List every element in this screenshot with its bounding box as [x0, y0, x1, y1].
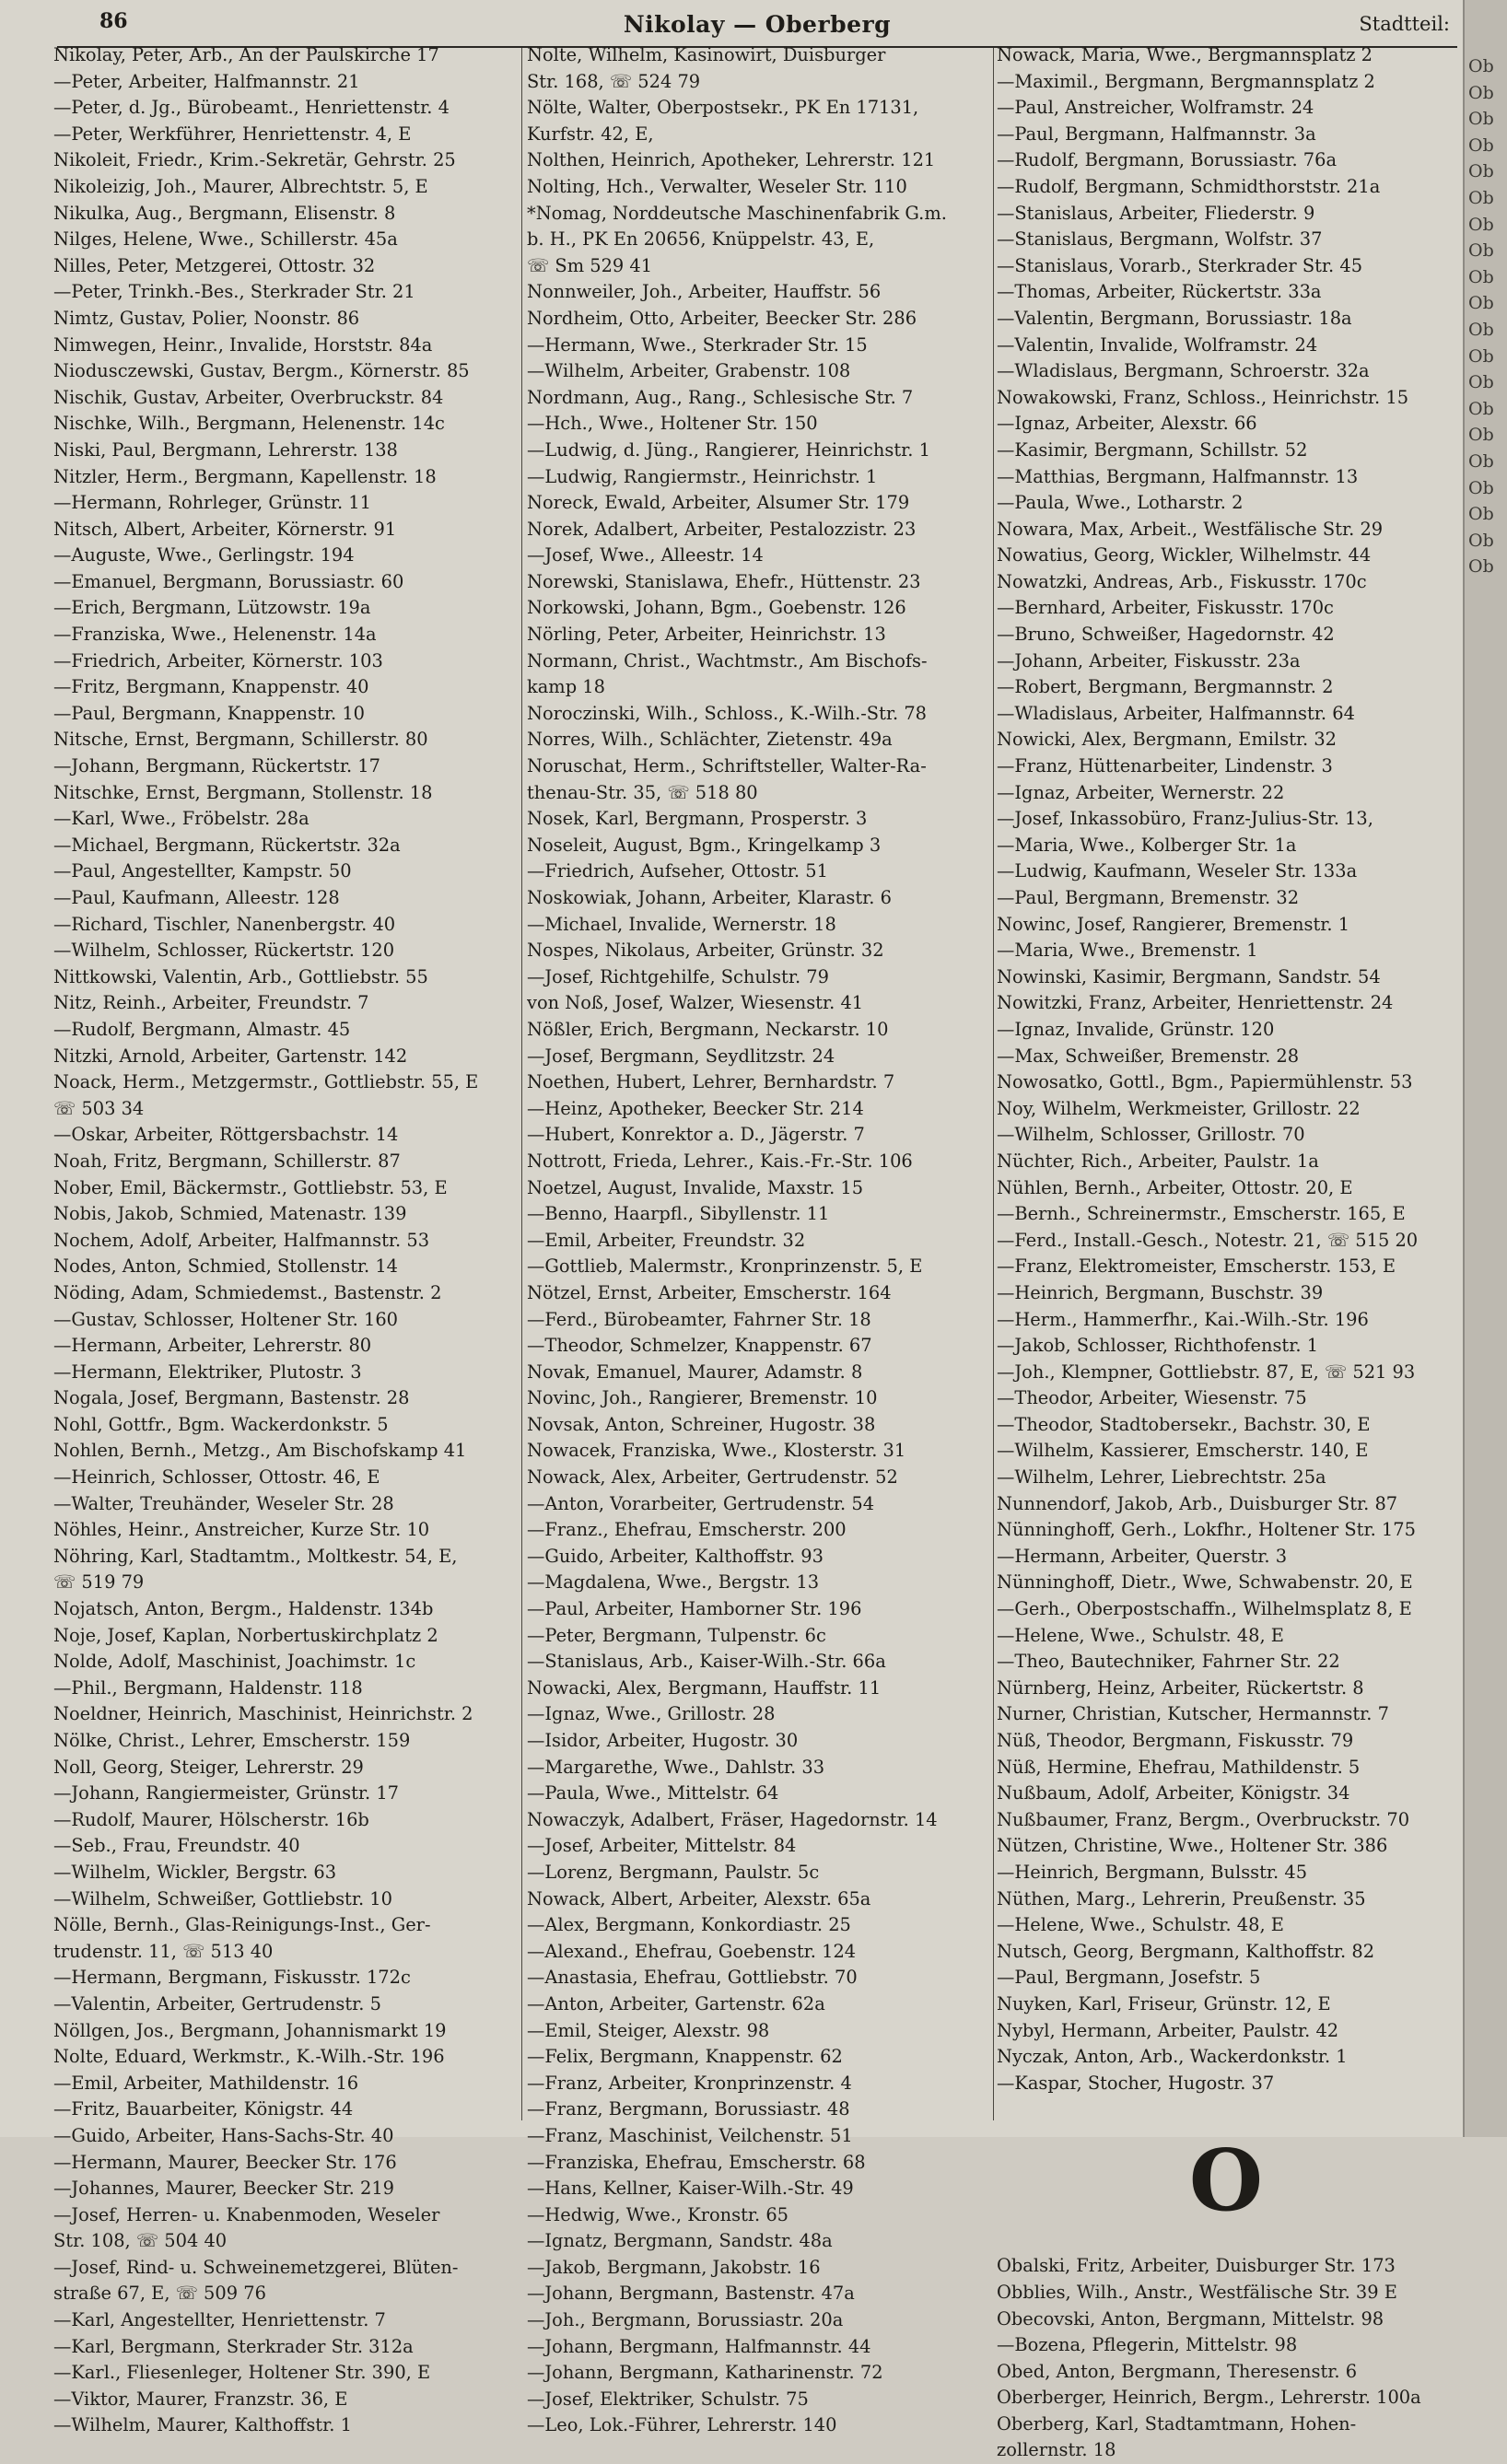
directory-entry: Nybyl, Hermann, Arbeiter, Paulstr. 42: [997, 2019, 1339, 2041]
column-divider: [993, 48, 994, 2120]
directory-entry: Nischik, Gustav, Arbeiter, Overbruckstr. 84: [53, 386, 444, 408]
directory-entry: —Guido, Arbeiter, Hans-Sachs-Str. 40: [53, 2124, 394, 2146]
directory-entry: Noy, Wilhelm, Werkmeister, Grillostr. 22: [997, 1097, 1361, 1119]
edge-fragment: Ob: [1468, 319, 1494, 340]
directory-entry: —Theodor, Stadtobersekr., Bachstr. 30, E: [997, 1413, 1371, 1435]
directory-entry: —Friedrich, Arbeiter, Körnerstr. 103: [53, 649, 383, 671]
directory-entry: —Ignaz, Invalide, Grünstr. 120: [997, 1018, 1275, 1040]
directory-entry: —Maximil., Bergmann, Bergmannsplatz 2: [997, 70, 1375, 92]
directory-entry: Noetzel, August, Invalide, Maxstr. 15: [527, 1176, 864, 1198]
directory-entry: —Ignaz, Arbeiter, Alexstr. 66: [997, 413, 1257, 435]
directory-entry: —Stanislaus, Arbeiter, Fliederstr. 9: [997, 202, 1315, 224]
directory-entry: —Erich, Bergmann, Lützowstr. 19a: [53, 597, 371, 619]
directory-entry: —Josef, Rind- u. Schweinemetzgerei, Blüten-: [53, 2256, 459, 2278]
directory-entry: —Rudolf, Bergmann, Almastr. 45: [53, 1018, 351, 1040]
directory-entry: Nitzki, Arnold, Arbeiter, Gartenstr. 142: [53, 1045, 408, 1067]
directory-entry: —Paul, Bergmann, Bremenstr. 32: [997, 887, 1300, 908]
directory-entry: Nützen, Christine, Wwe., Holtener Str. 386: [997, 1835, 1388, 1857]
directory-entry: Nolte, Wilhelm, Kasinowirt, Duisburger: [527, 44, 886, 65]
directory-entry: —Auguste, Wwe., Gerlingstr. 194: [53, 544, 355, 566]
directory-entry: Nußbaumer, Franz, Bergm., Overbruckstr. 70: [997, 1808, 1410, 1830]
directory-entry: Noeldner, Heinrich, Maschinist, Heinrichstr. 2: [53, 1703, 473, 1725]
directory-entry: —Josef, Herren- u. Knabenmoden, Weseler: [53, 2203, 440, 2225]
directory-entry: b. H., PK En 20656, Knüppelstr. 43, E,: [527, 228, 875, 251]
directory-entry: —Thomas, Arbeiter, Rückertstr. 33a: [997, 281, 1322, 303]
directory-entry: Noah, Fritz, Bergmann, Schillerstr. 87: [53, 1150, 401, 1172]
directory-entry: —Heinrich, Bergmann, Bulsstr. 45: [997, 1861, 1308, 1883]
directory-entry: —Theodor, Schmelzer, Knappenstr. 67: [527, 1335, 872, 1357]
directory-entry: Nilges, Helene, Wwe., Schillerstr. 45a: [53, 228, 398, 251]
directory-entry: Nittkowski, Valentin, Arb., Gottliebstr. 55: [53, 965, 428, 987]
directory-entry: Nohl, Gottfr., Bgm. Wackerdonkstr. 5: [53, 1413, 389, 1435]
directory-entry: —Peter, Arbeiter, Halfmannstr. 21: [53, 70, 360, 92]
directory-entry: —Stanislaus, Vorarb., Sterkrader Str. 45: [997, 254, 1363, 276]
directory-entry: —Peter, Werkführer, Henriettenstr. 4, E: [53, 123, 412, 145]
directory-entry: Nikulka, Aug., Bergmann, Elisenstr. 8: [53, 202, 396, 224]
directory-entry: Niodusczewski, Gustav, Bergm., Körnerstr. 85: [53, 360, 470, 382]
directory-entry: Nohlen, Bernh., Metzg., Am Bischofskamp 41: [53, 1440, 467, 1462]
directory-entry: —Hermann, Arbeiter, Lehrerstr. 80: [53, 1335, 372, 1357]
directory-entry: —Hermann, Wwe., Sterkrader Str. 15: [527, 333, 868, 356]
directory-entry: —Paul, Anstreicher, Wolframstr. 24: [997, 97, 1314, 119]
directory-entry: Norres, Wilh., Schlächter, Zietenstr. 49a: [527, 729, 893, 751]
directory-entry: —Hermann, Bergmann, Fiskusstr. 172c: [53, 1967, 411, 1989]
directory-entry: Nitzler, Herm., Bergmann, Kapellenstr. 18: [53, 465, 437, 487]
directory-entry: Nitz, Reinh., Arbeiter, Freundstr. 7: [53, 992, 369, 1014]
directory-entry: —Joh., Klempner, Gottliebstr. 87, E, ☏ 521 93: [997, 1360, 1416, 1383]
edge-fragment: Ob: [1468, 214, 1494, 235]
directory-entry: —Felix, Bergmann, Knappenstr. 62: [527, 2046, 843, 2068]
directory-entry: —Ferd., Install.-Gesch., Notestr. 21, ☏ 515 20: [997, 1229, 1419, 1251]
directory-entry: —Anton, Arbeiter, Gartenstr. 62a: [527, 1992, 825, 2014]
directory-entry: —Fritz, Bauarbeiter, Königstr. 44: [53, 2098, 354, 2120]
directory-entry: —Viktor, Maurer, Franzstr. 36, E: [53, 2388, 348, 2410]
directory-entry: Nunnendorf, Jakob, Arb., Duisburger Str. 87: [997, 1492, 1398, 1514]
directory-entry: Nößler, Erich, Bergmann, Neckarstr. 10: [527, 1018, 889, 1040]
directory-entry: —Ludwig, Kaufmann, Weseler Str. 133a: [997, 860, 1358, 882]
directory-entry: Nober, Emil, Bäckermstr., Gottliebstr. 53, E: [53, 1176, 448, 1198]
directory-column-2: [527, 42, 986, 2439]
directory-entry: —Helene, Wwe., Schulstr. 48, E: [997, 1914, 1284, 1936]
directory-entry: Novsak, Anton, Schreiner, Hugostr. 38: [527, 1413, 876, 1435]
directory-entry: Nölle, Bernh., Glas-Reinigungs-Inst., Ger-: [53, 1914, 431, 1936]
directory-entry: Noruschat, Herm., Schriftsteller, Walter-Ra-: [527, 755, 927, 777]
directory-entry: —Johann, Bergmann, Halfmannstr. 44: [527, 2335, 871, 2357]
directory-entry: Nitschke, Ernst, Bergmann, Stollenstr. 18: [53, 781, 433, 803]
directory-entry: —Franz, Hüttenarbeiter, Lindenstr. 3: [997, 755, 1333, 777]
directory-entry: —Benno, Haarpfl., Sibyllenstr. 11: [527, 1203, 830, 1225]
directory-entry: Noack, Herm., Metzgermstr., Gottliebstr. 55, E: [53, 1071, 479, 1093]
directory-entry: Oberberger, Heinrich, Bergm., Lehrerstr. 100a: [997, 2387, 1421, 2409]
directory-entry: Nüchter, Rich., Arbeiter, Paulstr. 1a: [997, 1150, 1319, 1172]
page-number: 86: [99, 9, 128, 33]
directory-entry: —Franz, Elektromeister, Emscherstr. 153, E: [997, 1255, 1396, 1278]
directory-entry: —Anastasia, Ehefrau, Gottliebstr. 70: [527, 1967, 858, 1989]
directory-entry: Normann, Christ., Wachtmstr., Am Bischofs-: [527, 649, 928, 671]
directory-entry: ☏ Sm 529 41: [527, 254, 653, 276]
edge-fragment: Ob: [1468, 398, 1494, 419]
directory-entry: Nowicki, Alex, Bergmann, Emilstr. 32: [997, 729, 1338, 751]
directory-entry: —Paul, Bergmann, Josefstr. 5: [997, 1967, 1261, 1989]
directory-entry: Noje, Josef, Kaplan, Norbertuskirchplatz 2: [53, 1624, 438, 1646]
page-title: Nikolay — Oberberg: [623, 11, 892, 38]
directory-entry: —Gustav, Schlosser, Holtener Str. 160: [53, 1308, 399, 1330]
directory-entry: —Josef, Richtgehilfe, Schulstr. 79: [527, 965, 829, 987]
directory-entry: Nonnweiler, Joh., Arbeiter, Hauffstr. 56: [527, 281, 882, 303]
directory-entry: —Josef, Arbeiter, Mittelstr. 84: [527, 1835, 797, 1857]
directory-entry: —Helene, Wwe., Schulstr. 48, E: [997, 1624, 1284, 1646]
directory-entry: —Heinrich, Schlosser, Ottostr. 46, E: [53, 1466, 380, 1489]
directory-entry: —Hch., Wwe., Holtener Str. 150: [527, 413, 818, 435]
directory-entry: Nolde, Adolf, Maschinist, Joachimstr. 1c: [53, 1651, 416, 1673]
directory-entry: Nölte, Walter, Oberpostsekr., PK En 17131,: [527, 97, 919, 119]
directory-entry: Nünninghoff, Gerh., Lokfhr., Holtener Str. 175: [997, 1519, 1416, 1541]
directory-entry: —Oskar, Arbeiter, Röttgersbachstr. 14: [53, 1124, 399, 1146]
directory-entry: —Johannes, Maurer, Beecker Str. 219: [53, 2178, 395, 2200]
directory-entry: —Stanislaus, Bergmann, Wolfstr. 37: [997, 228, 1323, 251]
directory-entry: Noroczinski, Wilh., Schloss., K.-Wilh.-Str. 78: [527, 702, 928, 724]
directory-entry: —Emil, Steiger, Alexstr. 98: [527, 2019, 770, 2041]
directory-entry: Nospes, Nikolaus, Arbeiter, Grünstr. 32: [527, 940, 884, 962]
directory-entry: Nowacek, Franziska, Wwe., Klosterstr. 31: [527, 1440, 906, 1462]
directory-entry: —Hermann, Arbeiter, Querstr. 3: [997, 1545, 1288, 1567]
directory-entry: Noethen, Hubert, Lehrer, Bernhardstr. 7: [527, 1071, 895, 1093]
directory-entry: Nolthen, Heinrich, Apotheker, Lehrerstr. 121: [527, 149, 936, 171]
directory-entry: Noll, Georg, Steiger, Lehrerstr. 29: [53, 1756, 364, 1778]
directory-entry: Nowakowski, Franz, Schloss., Heinrichstr. 15: [997, 386, 1409, 408]
directory-entry: —Kaspar, Stocher, Hugostr. 37: [997, 2072, 1275, 2094]
edge-fragment: Ob: [1468, 266, 1494, 287]
directory-entry: Norewski, Stanislawa, Ehefr., Hüttenstr. 23: [527, 570, 921, 592]
directory-entry: —Peter, Trinkh.-Bes., Sterkrader Str. 21: [53, 281, 415, 303]
directory-entry: —Franziska, Ehefrau, Emscherstr. 68: [527, 2151, 866, 2173]
directory-entry: —Bernhard, Arbeiter, Fiskusstr. 170c: [997, 597, 1334, 619]
directory-entry: —Ludwig, Rangiermstr., Heinrichstr. 1: [527, 465, 878, 487]
edge-fragment: Ob: [1468, 372, 1494, 393]
directory-entry: —Johann, Bergmann, Rückertstr. 17: [53, 755, 380, 777]
directory-entry: —Guido, Arbeiter, Kalthoffstr. 93: [527, 1545, 824, 1567]
directory-entry: —Seb., Frau, Freundstr. 40: [53, 1835, 300, 1857]
directory-entry: Nöllgen, Jos., Bergmann, Johannismarkt 19: [53, 2019, 447, 2041]
directory-entry: Nobis, Jakob, Schmied, Matenastr. 139: [53, 1203, 407, 1225]
edge-fragment: Ob: [1468, 530, 1494, 551]
directory-entry: Obed, Anton, Bergmann, Theresenstr. 6: [997, 2360, 1358, 2382]
directory-entry: Nordheim, Otto, Arbeiter, Beecker Str. 286: [527, 307, 917, 329]
directory-entry: —Phil., Bergmann, Haldenstr. 118: [53, 1676, 363, 1699]
directory-entry: zollernstr. 18: [997, 2439, 1116, 2461]
edge-fragment: Ob: [1468, 240, 1494, 262]
directory-entry: Nikoleit, Friedr., Krim.-Sekretär, Gehrstr. 25: [53, 149, 456, 171]
directory-entry: —Peter, d. Jg., Bürobeamt., Henriettenstr. 4: [53, 97, 450, 119]
directory-entry: —Friedrich, Aufseher, Ottostr. 51: [527, 860, 828, 882]
directory-entry: Obblies, Wilh., Anstr., Westfälische Str. 39 E: [997, 2281, 1397, 2303]
directory-entry: —Karl, Bergmann, Sterkrader Str. 312a: [53, 2335, 414, 2357]
directory-entry: Nowack, Maria, Wwe., Bergmannsplatz 2: [997, 44, 1373, 65]
directory-entry: —Matthias, Bergmann, Halfmannstr. 13: [997, 465, 1359, 487]
directory-entry: Nolte, Eduard, Werkmstr., K.-Wilh.-Str. 196: [53, 2046, 445, 2068]
directory-entry: Nitsche, Ernst, Bergmann, Schillerstr. 80: [53, 729, 428, 751]
directory-entry: —Leo, Lok.-Führer, Lehrerstr. 140: [527, 2414, 837, 2436]
directory-entry: Nöhring, Karl, Stadtamtm., Moltkestr. 54, E,: [53, 1545, 458, 1567]
directory-entry: Nojatsch, Anton, Bergm., Haldenstr. 134b: [53, 1598, 434, 1620]
directory-entry: Nurner, Christian, Kutscher, Hermannstr. 7: [997, 1703, 1389, 1725]
directory-entry: Nörling, Peter, Arbeiter, Heinrichstr. 13: [527, 624, 886, 646]
directory-entry: Nitsch, Albert, Arbeiter, Körnerstr. 91: [53, 518, 397, 540]
directory-entry: Nußbaum, Adolf, Arbeiter, Königstr. 34: [997, 1782, 1350, 1804]
directory-entry: thenau-Str. 35, ☏ 518 80: [527, 781, 758, 803]
directory-entry: trudenstr. 11, ☏ 513 40: [53, 1940, 274, 1962]
directory-entry: Noreck, Ewald, Arbeiter, Alsumer Str. 179: [527, 492, 910, 514]
directory-entry: Nodes, Anton, Schmied, Stollenstr. 14: [53, 1255, 399, 1278]
directory-entry: Novinc, Joh., Rangierer, Bremenstr. 10: [527, 1387, 878, 1409]
directory-entry: —Johann, Bergmann, Bastenstr. 47a: [527, 2283, 855, 2305]
directory-entry: —Anton, Vorarbeiter, Gertrudenstr. 54: [527, 1492, 875, 1514]
directory-entry: —Hermann, Elektriker, Plutostr. 3: [53, 1360, 362, 1383]
directory-entry: —Franz., Ehefrau, Emscherstr. 200: [527, 1519, 847, 1541]
directory-entry: —Emanuel, Bergmann, Borussiastr. 60: [53, 570, 404, 592]
directory-entry: Nölke, Christ., Lehrer, Emscherstr. 159: [53, 1730, 411, 1751]
directory-entry: —Richard, Tischler, Nanenbergstr. 40: [53, 913, 396, 935]
edge-fragment: Ob: [1468, 504, 1494, 525]
edge-fragment: Ob: [1468, 556, 1494, 578]
directory-entry: —Max, Schweißer, Bremenstr. 28: [997, 1045, 1300, 1067]
directory-entry: Nutsch, Georg, Bergmann, Kalthoffstr. 82: [997, 1940, 1375, 1962]
directory-entry: —Maria, Wwe., Bremenstr. 1: [997, 940, 1258, 962]
directory-entry: ☏ 503 34: [53, 1097, 145, 1119]
directory-entry: —Maria, Wwe., Kolberger Str. 1a: [997, 834, 1297, 856]
directory-entry: Nowosatko, Gottl., Bgm., Papiermühlenstr. 53: [997, 1071, 1413, 1093]
directory-entry: Nogala, Josef, Bergmann, Bastenstr. 28: [53, 1387, 410, 1409]
directory-entry: —Johann, Arbeiter, Fiskusstr. 23a: [997, 649, 1301, 671]
directory-entry: —Franziska, Wwe., Helenenstr. 14a: [53, 624, 377, 646]
directory-entry: Nolting, Hch., Verwalter, Weseler Str. 110: [527, 175, 907, 197]
directory-entry: Nowack, Albert, Arbeiter, Alexstr. 65a: [527, 1887, 871, 1909]
directory-entry: —Paula, Wwe., Mittelstr. 64: [527, 1782, 779, 1804]
directory-entry: —Paul, Angestellter, Kampstr. 50: [53, 860, 352, 882]
directory-entry: Nosek, Karl, Bergmann, Prosperstr. 3: [527, 808, 868, 830]
directory-entry: Kurfstr. 42, E,: [527, 123, 654, 145]
district-label: Stadtteil:: [1359, 13, 1450, 35]
directory-entry: Nowacki, Alex, Bergmann, Hauffstr. 11: [527, 1676, 882, 1699]
directory-entry: Nürnberg, Heinz, Arbeiter, Rückertstr. 8: [997, 1676, 1364, 1699]
directory-entry: Norek, Adalbert, Arbeiter, Pestalozzistr. 23: [527, 518, 917, 540]
directory-entry: Nowitzki, Franz, Arbeiter, Henriettenstr. 24: [997, 992, 1394, 1014]
directory-entry: —Josef, Wwe., Alleestr. 14: [527, 544, 764, 566]
directory-entry: —Theodor, Arbeiter, Wiesenstr. 75: [997, 1387, 1307, 1409]
directory-entry: —Paula, Wwe., Lotharstr. 2: [997, 492, 1244, 514]
directory-entry: Noseleit, August, Bgm., Kringelkamp 3: [527, 834, 882, 856]
directory-entry: Nikoleizig, Joh., Maurer, Albrechtstr. 5, E: [53, 175, 428, 197]
directory-entry: Nimwegen, Heinr., Invalide, Horststr. 84a: [53, 333, 433, 356]
directory-entry: Nimtz, Gustav, Polier, Noonstr. 86: [53, 307, 360, 329]
directory-entry: —Josef, Bergmann, Seydlitzstr. 24: [527, 1045, 835, 1067]
directory-entry: Nöding, Adam, Schmiedemst., Bastenstr. 2: [53, 1281, 442, 1303]
directory-entry: —Bernh., Schreinermstr., Emscherstr. 165, E: [997, 1203, 1406, 1225]
directory-entry: Nottrott, Frieda, Lehrer., Kais.-Fr.-Str. 106: [527, 1150, 913, 1172]
edge-fragment: Ob: [1468, 134, 1494, 156]
directory-entry: —Ignaz, Arbeiter, Wernerstr. 22: [997, 781, 1285, 803]
directory-entry: —Hermann, Maurer, Beecker Str. 176: [53, 2151, 397, 2173]
directory-entry: —Gerh., Oberpostschaffn., Wilhelmsplatz 8, E: [997, 1598, 1412, 1620]
directory-entry: —Stanislaus, Arb., Kaiser-Wilh.-Str. 66a: [527, 1651, 886, 1673]
directory-entry: —Walter, Treuhänder, Weseler Str. 28: [53, 1492, 394, 1514]
directory-entry: Obecovski, Anton, Bergmann, Mittelstr. 98: [997, 2307, 1384, 2330]
directory-entry: —Johann, Bergmann, Katharinenstr. 72: [527, 2362, 883, 2384]
edge-fragment: Ob: [1468, 56, 1494, 76]
directory-entry: —Ignaz, Wwe., Grillostr. 28: [527, 1703, 776, 1725]
directory-entry: —Johann, Rangiermeister, Grünstr. 17: [53, 1782, 400, 1804]
directory-entry: —Franz, Arbeiter, Kronprinzenstr. 4: [527, 2072, 852, 2094]
directory-entry: —Paul, Bergmann, Halfmannstr. 3a: [997, 123, 1316, 145]
directory-entry: —Peter, Bergmann, Tulpenstr. 6c: [527, 1624, 826, 1646]
adjacent-page-edge: [1463, 0, 1507, 2137]
directory-entry: —Valentin, Invalide, Wolframstr. 24: [997, 333, 1318, 356]
directory-entry: —Rudolf, Bergmann, Borussiastr. 76a: [997, 149, 1338, 171]
directory-entry: Nilles, Peter, Metzgerei, Ottostr. 32: [53, 254, 376, 276]
directory-entry: —Paul, Arbeiter, Hamborner Str. 196: [527, 1598, 862, 1620]
directory-entry: —Wilhelm, Schweißer, Gottliebstr. 10: [53, 1887, 392, 1909]
directory-entry: Nowaczyk, Adalbert, Fräser, Hagedornstr. 14: [527, 1808, 938, 1830]
directory-entry: Nordmann, Aug., Rang., Schlesische Str. 7: [527, 386, 914, 408]
directory-entry: —Emil, Arbeiter, Freundstr. 32: [527, 1229, 806, 1251]
directory-entry: Norkowski, Johann, Bgm., Goebenstr. 126: [527, 597, 906, 619]
directory-entry: —Hans, Kellner, Kaiser-Wilh.-Str. 49: [527, 2178, 854, 2200]
directory-entry: Str. 168, ☏ 524 79: [527, 70, 701, 92]
directory-entry: —Bozena, Pflegerin, Mittelstr. 98: [997, 2334, 1298, 2356]
directory-entry: —Wilhelm, Wickler, Bergstr. 63: [53, 1861, 337, 1883]
directory-entry: Nikolay, Peter, Arb., An der Paulskirche 17: [53, 44, 439, 65]
directory-entry: —Wilhelm, Maurer, Kalthoffstr. 1: [53, 2414, 352, 2436]
directory-entry: —Josef, Elektriker, Schulstr. 75: [527, 2388, 809, 2410]
directory-entry: Nowatius, Georg, Wickler, Wilhelmstr. 44: [997, 544, 1372, 566]
directory-entry: —Hedwig, Wwe., Kronstr. 65: [527, 2203, 789, 2225]
edge-fragment: Ob: [1468, 293, 1494, 314]
directory-entry: —Rudolf, Bergmann, Schmidthorststr. 21a: [997, 175, 1381, 197]
directory-entry: ☏ 519 79: [53, 1571, 145, 1594]
directory-entry: —Theo, Bautechniker, Fahrner Str. 22: [997, 1651, 1340, 1673]
edge-fragment: Ob: [1468, 450, 1494, 472]
directory-entry: —Ludwig, d. Jüng., Rangierer, Heinrichstr. 1: [527, 438, 930, 461]
directory-entry: *Nomag, Norddeutsche Maschinenfabrik G.m.: [527, 202, 947, 224]
directory-entry: Obalski, Fritz, Arbeiter, Duisburger Str. 173: [997, 2255, 1396, 2277]
directory-entry: —Alexand., Ehefrau, Goebenstr. 124: [527, 1940, 857, 1962]
directory-entry: —Rudolf, Maurer, Hölscherstr. 16b: [53, 1808, 369, 1830]
directory-entry: Nüthen, Marg., Lehrerin, Preußenstr. 35: [997, 1887, 1366, 1909]
directory-entry: —Heinrich, Bergmann, Buschstr. 39: [997, 1281, 1324, 1303]
directory-entry: Nowinc, Josef, Rangierer, Bremenstr. 1: [997, 913, 1350, 935]
directory-entry: Nöhles, Heinr., Anstreicher, Kurze Str. 10: [53, 1519, 430, 1541]
directory-entry: —Karl., Fliesenleger, Holtener Str. 390, E: [53, 2362, 431, 2384]
directory-entry: —Magdalena, Wwe., Bergstr. 13: [527, 1571, 820, 1594]
directory-entry: Nowatzki, Andreas, Arb., Fiskusstr. 170c: [997, 570, 1367, 592]
directory-entry: Nünninghoff, Dietr., Wwe, Schwabenstr. 20, E: [997, 1571, 1413, 1594]
directory-entry: Oberberg, Karl, Stadtamtmann, Hohen-: [997, 2412, 1357, 2435]
directory-entry: Noskowiak, Johann, Arbeiter, Klarastr. 6: [527, 887, 892, 908]
directory-entry: —Wilhelm, Schlosser, Grillostr. 70: [997, 1124, 1305, 1146]
directory-entry: —Valentin, Arbeiter, Gertrudenstr. 5: [53, 1992, 381, 2014]
edge-fragment: Ob: [1468, 161, 1494, 182]
directory-entry: —Michael, Invalide, Wernerstr. 18: [527, 913, 836, 935]
directory-entry: —Kasimir, Bergmann, Schillstr. 52: [997, 438, 1308, 461]
directory-entry: —Wilhelm, Kassierer, Emscherstr. 140, E: [997, 1440, 1369, 1462]
directory-entry: —Wilhelm, Lehrer, Liebrechtstr. 25a: [997, 1466, 1326, 1489]
directory-entry: —Ferd., Bürobeamter, Fahrner Str. 18: [527, 1308, 871, 1330]
directory-entry: —Hubert, Konrektor a. D., Jägerstr. 7: [527, 1124, 865, 1146]
directory-entry: —Paul, Kaufmann, Alleestr. 128: [53, 887, 340, 908]
directory-entry: —Ignatz, Bergmann, Sandstr. 48a: [527, 2230, 833, 2252]
directory-entry: —Wilhelm, Arbeiter, Grabenstr. 108: [527, 360, 851, 382]
edge-fragment: Ob: [1468, 425, 1494, 446]
edge-fragment: Ob: [1468, 82, 1494, 103]
directory-entry: Nuyken, Karl, Friseur, Grünstr. 12, E: [997, 1992, 1331, 2014]
column-divider: [521, 48, 522, 2120]
edge-fragment: Ob: [1468, 345, 1494, 367]
directory-entry: —Jakob, Bergmann, Jakobstr. 16: [527, 2256, 821, 2278]
directory-entry: —Isidor, Arbeiter, Hugostr. 30: [527, 1730, 799, 1751]
directory-entry: Str. 108, ☏ 504 40: [53, 2230, 228, 2252]
directory-entry: Niski, Paul, Bergmann, Lehrerstr. 138: [53, 438, 398, 461]
directory-entry: —Heinz, Apotheker, Beecker Str. 214: [527, 1097, 864, 1119]
directory-entry: von Noß, Josef, Walzer, Wiesenstr. 41: [527, 992, 864, 1014]
directory-entry: —Bruno, Schweißer, Hagedornstr. 42: [997, 624, 1335, 646]
directory-entry: Nötzel, Ernst, Arbeiter, Emscherstr. 164: [527, 1281, 892, 1303]
directory-entry: —Emil, Arbeiter, Mathildenstr. 16: [53, 2072, 359, 2094]
directory-entry: —Robert, Bergmann, Bergmannstr. 2: [997, 676, 1334, 698]
directory-entry: —Hermann, Rohrleger, Grünstr. 11: [53, 492, 371, 514]
directory-entry: kamp 18: [527, 676, 605, 698]
directory-entry: —Karl, Wwe., Fröbelstr. 28a: [53, 808, 310, 830]
directory-column-3: [997, 42, 1455, 2464]
directory-column-1: [53, 42, 521, 2439]
directory-entry: Novak, Emanuel, Maurer, Adamstr. 8: [527, 1360, 863, 1383]
directory-entry: —Herm., Hammerfhr., Kai.-Wilh.-Str. 196: [997, 1308, 1369, 1330]
directory-entry: —Joh., Bergmann, Borussiastr. 20a: [527, 2309, 844, 2331]
directory-entry: —Wilhelm, Schlosser, Rückertstr. 120: [53, 940, 395, 962]
directory-entry: Nischke, Wilh., Bergmann, Helenenstr. 14c: [53, 413, 445, 435]
directory-entry: —Lorenz, Bergmann, Paulstr. 5c: [527, 1861, 820, 1883]
directory-entry: —Fritz, Bergmann, Knappenstr. 40: [53, 676, 369, 698]
directory-entry: —Michael, Bergmann, Rückertstr. 32a: [53, 834, 401, 856]
directory-entry: Nüß, Hermine, Ehefrau, Mathildenstr. 5: [997, 1756, 1361, 1778]
directory-entry: —Margarethe, Wwe., Dahlstr. 33: [527, 1756, 825, 1778]
section-letter: O: [1188, 2131, 1264, 2231]
directory-entry: Nüß, Theodor, Bergmann, Fiskusstr. 79: [997, 1730, 1354, 1751]
directory-entry: Nühlen, Bernh., Arbeiter, Ottostr. 20, E: [997, 1176, 1353, 1198]
directory-entry: —Alex, Bergmann, Konkordiastr. 25: [527, 1914, 851, 1936]
directory-entry: Nochem, Adolf, Arbeiter, Halfmannstr. 53: [53, 1229, 430, 1251]
directory-entry: —Gottlieb, Malermstr., Kronprinzenstr. 5, E: [527, 1255, 923, 1278]
edge-fragment: Ob: [1468, 187, 1494, 208]
directory-entry: Nowara, Max, Arbeit., Westfälische Str. 29: [997, 518, 1384, 540]
directory-entry: —Valentin, Bergmann, Borussiastr. 18a: [997, 307, 1352, 329]
directory-entry: —Karl, Angestellter, Henriettenstr. 7: [53, 2309, 386, 2331]
directory-entry: —Wladislaus, Bergmann, Schroerstr. 32a: [997, 360, 1370, 382]
directory-entry: Nowack, Alex, Arbeiter, Gertrudenstr. 52: [527, 1466, 898, 1489]
edge-fragment: Ob: [1468, 477, 1494, 498]
directory-entry: straße 67, E, ☏ 509 76: [53, 2283, 266, 2305]
directory-entry: —Jakob, Schlosser, Richthofenstr. 1: [997, 1335, 1319, 1357]
directory-entry: Nowinski, Kasimir, Bergmann, Sandstr. 54: [997, 965, 1381, 987]
edge-fragment: Ob: [1468, 109, 1494, 130]
directory-entry: Nyczak, Anton, Arb., Wackerdonkstr. 1: [997, 2046, 1348, 2068]
directory-entry: —Franz, Bergmann, Borussiastr. 48: [527, 2098, 850, 2120]
directory-entry: —Wladislaus, Arbeiter, Halfmannstr. 64: [997, 702, 1355, 724]
directory-entry: —Paul, Bergmann, Knappenstr. 10: [53, 702, 366, 724]
directory-entry: —Franz, Maschinist, Veilchenstr. 51: [527, 2124, 853, 2146]
directory-entry: —Josef, Inkassobüro, Franz-Julius-Str. 13,: [997, 808, 1373, 830]
